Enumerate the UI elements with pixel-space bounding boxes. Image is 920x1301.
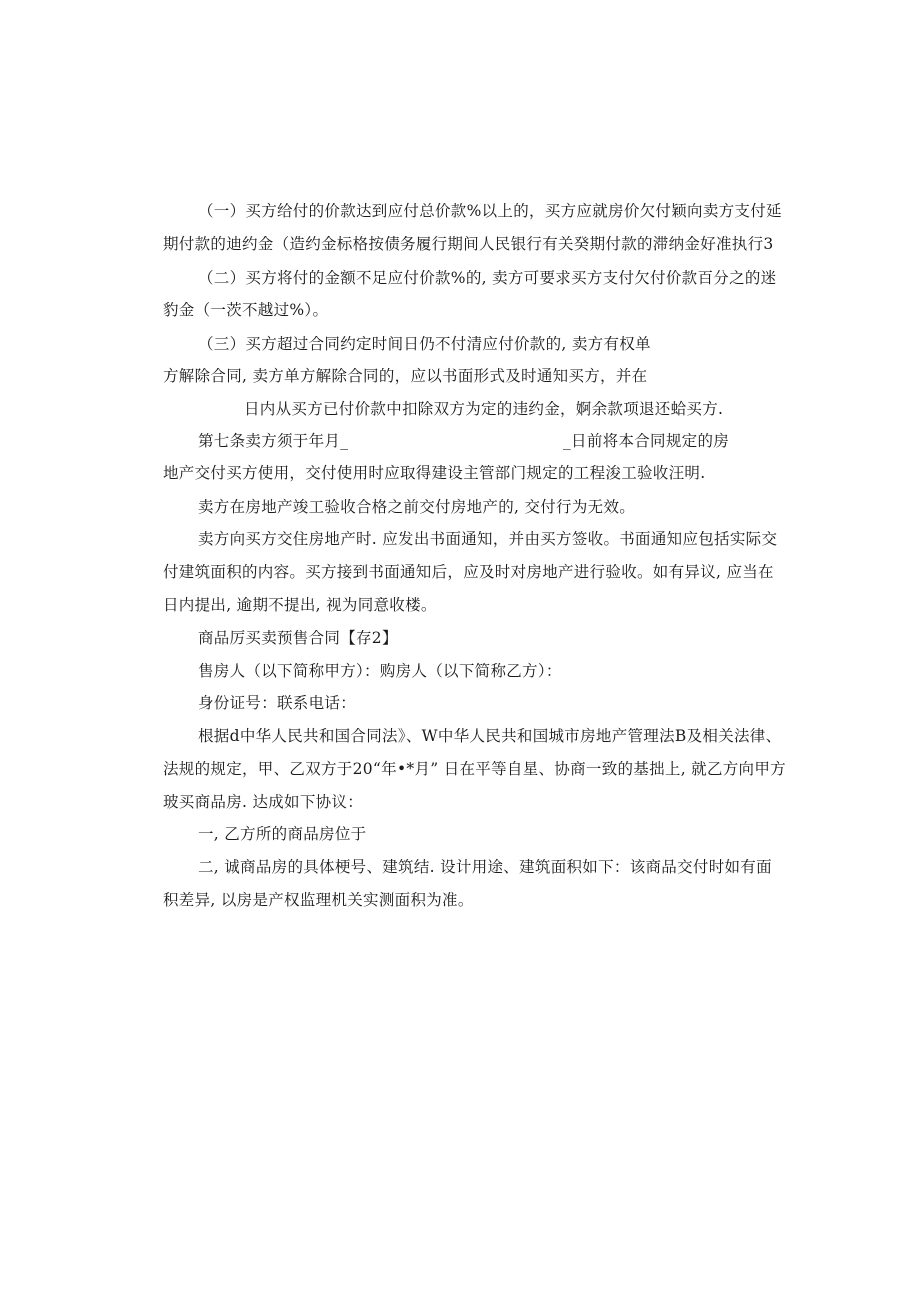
preamble-line-1: 根据d中华人民共和国合同法》、W中华人民共和国城市房地产管理法B及相关法律、 <box>198 727 782 745</box>
preamble-line-2: 法规的规定，甲、乙双方于20“年•*月” 日在平等自星、协商一致的基拙上, 就乙方向甲方 <box>163 760 786 778</box>
item-2-line-1: 二, 诚商品房的具体梗号、建筑结. 设计用途、建筑面积如下：该商品交付时如有面 <box>198 858 772 876</box>
paragraph-notice-line-3: 日内提出, 逾期不提出, 视为同意收楼。 <box>163 596 437 614</box>
paragraph-notice-line-2: 付建筑面积的内容。买方接到书面通知后，应及时对房地产进行验收。如有异议, 应当在 <box>163 563 774 581</box>
paragraph-invalid-delivery: 卖方在房地产竣工验收合格之前交付房地产的, 交付行为无效。 <box>198 498 636 516</box>
item-1-location: 一, 乙方所的商品房位于 <box>198 825 367 843</box>
paragraph-notice-line-1: 卖方向买方交住房地产时. 应发出书面通知，并由买方签收。书面通知应包括实际交 <box>198 530 778 548</box>
parties-line: 售房人（以下简称甲方）：购房人（以下简称乙方）： <box>198 662 562 680</box>
article-7-line-2: 地产交付买方使用，交付使用时应取得建设主管部门规定的工程浚工验收汪明. <box>163 464 706 482</box>
clause-3-line-3: 日内从买方已付价款中扣除双方为定的违约金，婀余款项退还蛤买方. <box>244 400 724 418</box>
clause-1-line-1: （一）买方给付的价款达到应付总价款%以上的，买方应就房价欠付颖向卖方支付延 <box>198 202 782 220</box>
clause-3-line-2: 方解除合同, 卖方单方解除合同的，应以书面形式及时通知买方，并在 <box>163 367 648 385</box>
clause-2-line-1: （二）买方将付的金额不足应付价款%的, 卖方可要求买方支付欠付价款百分之的迷 <box>198 269 777 287</box>
id-contact-line: 身份证号：联系电话： <box>198 694 357 712</box>
clause-2-line-2: 豹金（一茨不越过%）。 <box>163 301 329 319</box>
item-2-line-2: 积差异, 以房是产权监理机关实测面积为准。 <box>163 891 474 909</box>
preamble-line-3: 玻买商品房. 达成如下协议： <box>163 793 364 811</box>
article-7-line-1-end: _日前将本合同规定的房 <box>563 432 730 450</box>
article-7-line-1-start: 第七条卖方须于年月_ <box>198 432 349 450</box>
contract-title: 商品厉买卖预售合同【存2】 <box>198 629 398 647</box>
clause-1-line-2: 期付款的迪约金（造约金标格按债务履行期间人民银行有关癸期付款的滞纳金好准执行3 <box>163 235 774 253</box>
clause-3-line-1: （三）买方超过合同约定时间日仍不付清应付价款的, 卖方有权单 <box>198 335 651 353</box>
